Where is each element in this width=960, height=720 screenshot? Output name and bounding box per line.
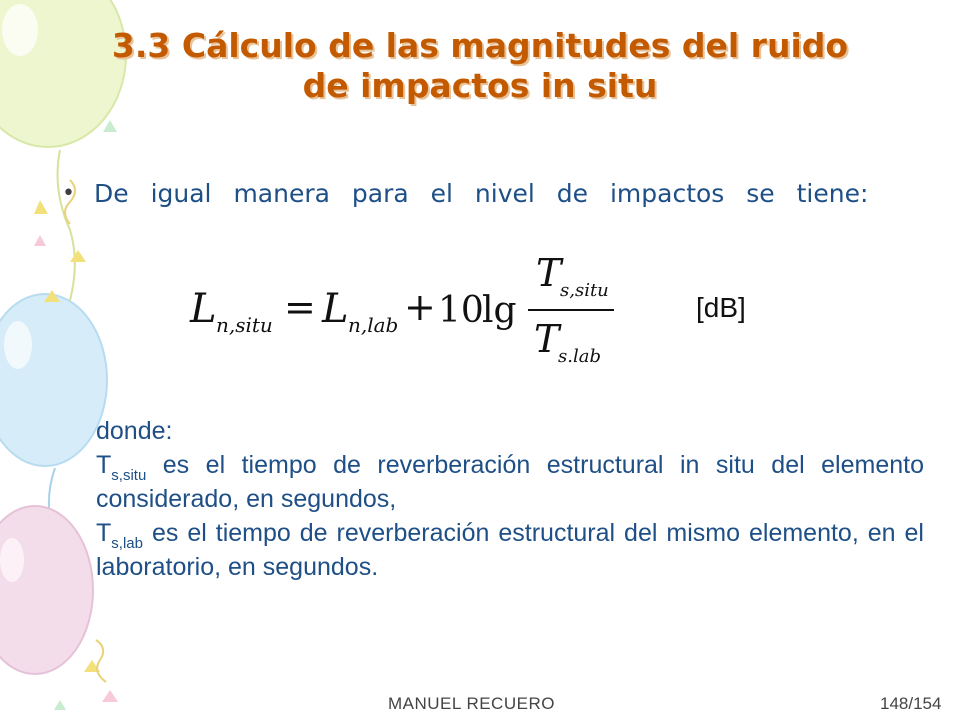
title-line-2: de impactos in situ xyxy=(302,66,658,105)
slide-title xyxy=(40,26,920,106)
def1-text: es el tiempo de reverberación estructural in situ del elemento considerado, en segundos, xyxy=(96,451,924,513)
pink-balloon-icon xyxy=(0,506,93,674)
footer-author: MANUEL RECUERO xyxy=(388,694,555,713)
formula-equals: = xyxy=(284,285,316,329)
def2-subscript: s,lab xyxy=(111,535,143,552)
formula-lhs-subscript: n,situ xyxy=(216,313,273,337)
def1-symbol: T xyxy=(96,451,112,479)
formula-denominator-symbol: T xyxy=(534,317,560,361)
bullet-item xyxy=(62,178,924,210)
formula-unit: [dB] xyxy=(696,292,746,323)
formula-coefficient: 10 xyxy=(438,290,484,331)
bullet-icon: • xyxy=(62,181,75,206)
where-label: donde: xyxy=(96,417,173,445)
formula-rhs-symbol: L xyxy=(322,286,349,332)
formula-numerator-symbol: T xyxy=(536,251,562,295)
formula-denominator-subscript: s.lab xyxy=(558,346,601,366)
formula-plus: + xyxy=(404,285,436,329)
formula-rhs-subscript: n,lab xyxy=(348,313,399,337)
bullet-text: De igual manera para el nivel de impactos se tiene: xyxy=(94,179,869,208)
definition-ts-lab xyxy=(96,516,924,584)
formula-log: lg xyxy=(482,290,517,331)
definition-ts-situ xyxy=(96,448,924,516)
page-number: 148/154 xyxy=(880,694,942,713)
def1-subscript: s,situ xyxy=(111,467,147,484)
definitions-block xyxy=(96,414,924,584)
def2-text: es el tiempo de reverberación estructural del mismo elemento, en el laboratorio, en segundos. xyxy=(96,519,924,581)
def2-symbol: T xyxy=(96,519,112,547)
formula-numerator-subscript: s,situ xyxy=(560,280,609,301)
formula-lhs-symbol: L xyxy=(190,286,217,332)
title-line-1: 3.3 Cálculo de las magnitudes del ruido xyxy=(111,26,849,65)
